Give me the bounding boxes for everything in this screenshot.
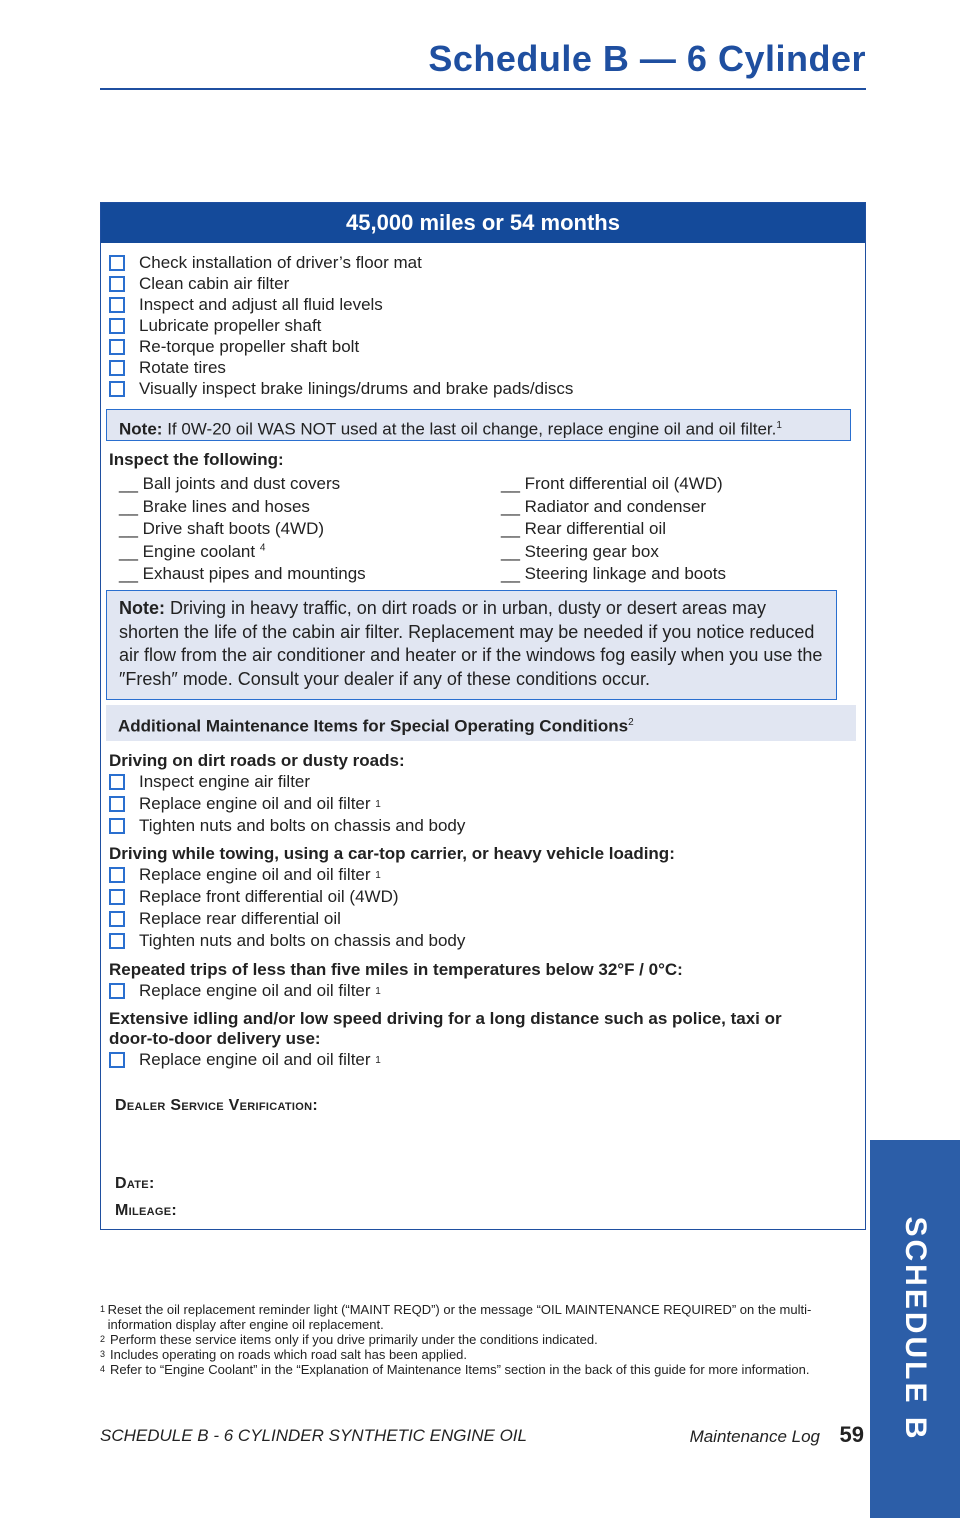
footnote-ref: 1	[375, 798, 381, 810]
footer-schedule-label: SCHEDULE B - 6 CYLINDER SYNTHETIC ENGINE OIL	[100, 1426, 527, 1445]
schedule-tab[interactable]	[870, 1140, 960, 1518]
checklist-item[interactable]: Lubricate propeller shaft	[109, 315, 573, 336]
checkbox-icon[interactable]	[109, 255, 125, 271]
inspect-item: __ Exhaust pipes and mountings	[119, 564, 366, 583]
checklist-item[interactable]: Inspect engine air filter	[109, 771, 465, 793]
inspect-item: __ Rear differential oil	[501, 519, 667, 538]
inspect-column-left	[119, 474, 366, 587]
condition-section	[109, 844, 675, 952]
checklist-item[interactable]: Rotate tires	[109, 357, 573, 378]
checklist-item[interactable]: Replace rear differential oil	[109, 908, 675, 930]
checkbox-icon[interactable]	[109, 360, 125, 376]
oil-note	[106, 409, 851, 441]
condition-heading: Driving on dirt roads or dusty roads:	[109, 751, 405, 770]
footnote-ref: 1	[776, 420, 782, 431]
footnotes	[100, 1302, 860, 1377]
checklist-item[interactable]: Visually inspect brake linings/drums and brake pads/discs	[109, 378, 573, 399]
checklist-item[interactable]: Re-torque propeller shaft bolt	[109, 336, 573, 357]
checklist-item[interactable]: Tighten nuts and bolts on chassis and body	[109, 815, 465, 837]
inspect-item: __ Radiator and condenser	[501, 496, 707, 516]
date-label: Date:	[115, 1175, 155, 1192]
checkbox-icon[interactable]	[109, 297, 125, 313]
footnote: 4 Refer to “Engine Coolant” in the “Explanation of Maintenance Items” section in the back of this guide for more information.	[100, 1362, 810, 1377]
inspect-item: __ Front differential oil (4WD)	[501, 474, 723, 493]
checkbox-icon[interactable]	[109, 983, 125, 999]
note-label: Note:	[119, 598, 165, 618]
page-number: 59	[839, 1422, 864, 1447]
checklist-item[interactable]: Replace engine oil and oil filter 1	[109, 1049, 829, 1071]
checklist-item[interactable]: Replace engine oil and oil filter 1	[109, 793, 465, 815]
dealer-verification-label: Dealer Service Verification:	[115, 1097, 319, 1114]
checklist-item[interactable]: Replace front differential oil (4WD)	[109, 886, 675, 908]
interval-header: 45,000 miles or 54 months	[101, 203, 865, 243]
inspect-item: __ Brake lines and hoses	[119, 496, 310, 516]
footnote-ref: 2	[628, 717, 634, 728]
footer-section-label: Maintenance Log	[689, 1427, 820, 1446]
cabin-filter-note	[106, 590, 837, 700]
mileage-label: Mileage:	[115, 1202, 178, 1219]
inspect-item: __ Drive shaft boots (4WD)	[119, 519, 325, 538]
checklist-item[interactable]: Replace engine oil and oil filter 1	[109, 864, 675, 886]
inspect-heading: Inspect the following:	[109, 450, 284, 469]
inspect-item: __ Steering linkage and boots	[501, 564, 726, 583]
condition-section	[109, 751, 465, 837]
condition-heading: Driving while towing, using a car-top carrier, or heavy vehicle loading:	[109, 844, 675, 863]
checkbox-icon[interactable]	[109, 276, 125, 292]
condition-heading: Repeated trips of less than five miles in temperatures below 32°F / 0°C:	[109, 960, 683, 979]
additional-items-heading: Additional Maintenance Items for Special Operating Conditions$^2$	[106, 705, 856, 741]
checkbox-icon[interactable]	[109, 867, 125, 883]
checkbox-icon[interactable]	[109, 818, 125, 834]
checkbox-icon[interactable]	[109, 1052, 125, 1068]
checkbox-icon[interactable]	[109, 339, 125, 355]
checkbox-icon[interactable]	[109, 381, 125, 397]
inspect-item: __ Steering gear box	[501, 541, 659, 561]
maintenance-box	[100, 202, 866, 1230]
inspect-item: __ Engine coolant $^4$	[119, 541, 266, 561]
footnote: 1 Reset the oil replacement reminder light (“MAINT REQD”) or the message “OIL MAINTENANCE REQUIRED” on the multi-information display after engine oil replacement.	[100, 1302, 812, 1332]
inspect-column-right	[501, 474, 726, 587]
footnote: 3 Includes operating on roads which road salt has been applied.	[100, 1347, 468, 1362]
inspect-item: __ Ball joints and dust covers	[119, 474, 341, 493]
note-label: Note:	[119, 419, 163, 439]
checkbox-icon[interactable]	[109, 889, 125, 905]
note-text: If 0W-20 oil WAS NOT used at the last oil change, replace engine oil and oil filter.	[167, 419, 777, 439]
checkbox-icon[interactable]	[109, 318, 125, 334]
checkbox-icon[interactable]	[109, 911, 125, 927]
tab-label: SCHEDULE B	[899, 1216, 932, 1442]
footnote: 2 Perform these service items only if you drive primarily under the conditions indicated.	[100, 1332, 598, 1347]
note-text: Driving in heavy traffic, on dirt roads or in urban, dusty or desert areas may shorten the life of the cabin air filter. Replacement may be needed if you notice reduced air flow from the air conditioner and heater or if the windows fog easily when you use the ″Fresh″ mode. Consult your dealer if any of these conditions occur.	[119, 598, 823, 689]
condition-heading: Extensive idling and/or low speed driving for a long distance such as police, taxi or door-to-door delivery use:	[109, 1009, 782, 1048]
checklist-item[interactable]: Tighten nuts and bolts on chassis and body	[109, 930, 675, 952]
condition-section	[109, 960, 683, 1002]
checkbox-icon[interactable]	[109, 796, 125, 812]
checklist-item[interactable]: Replace engine oil and oil filter 1	[109, 980, 683, 1002]
footnote-ref: 1	[375, 1054, 381, 1066]
checklist-item[interactable]: Inspect and adjust all fluid levels	[109, 294, 573, 315]
page-title: Schedule B — 6 Cylinder	[428, 38, 866, 79]
checklist-item[interactable]: Clean cabin air filter	[109, 273, 573, 294]
checklist-item[interactable]: Check installation of driver’s floor mat	[109, 252, 573, 273]
footnote-ref: 4	[259, 541, 266, 553]
footnote-ref: 1	[375, 985, 381, 997]
title-rule	[100, 88, 866, 90]
footnote-ref: 1	[375, 869, 381, 881]
main-checklist	[109, 252, 573, 399]
condition-section	[109, 1009, 829, 1071]
checkbox-icon[interactable]	[109, 933, 125, 949]
checkbox-icon[interactable]	[109, 774, 125, 790]
